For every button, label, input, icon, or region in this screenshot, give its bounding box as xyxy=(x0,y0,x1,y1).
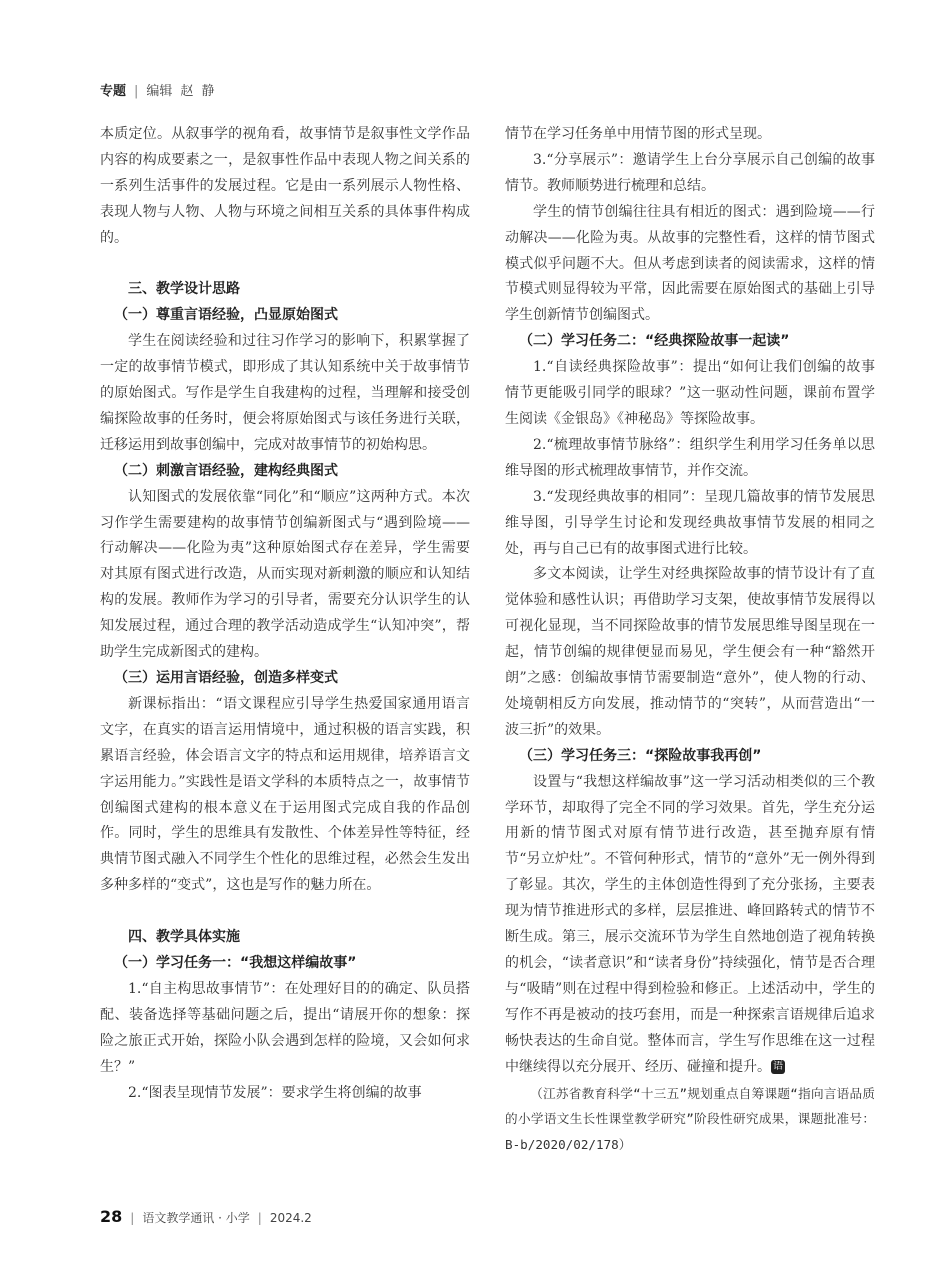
paragraph: 学生的情节创编往往具有相近的图式：遇到险境——行动解决——化险为夷。从故事的完整性看，这样的情节图式模式似乎问题不大。但从考虑到读者的阅读需求，这样的情节模式则显得较为平常，因此需要在原始图式的基础上引导学生创新情节创编图式。 xyxy=(505,203,875,324)
end-mark-icon: 语 xyxy=(773,1060,783,1072)
footer-divider: | xyxy=(130,1211,135,1225)
issue-number: 2024.2 xyxy=(269,1211,312,1225)
paragraph-continued: 本质定位。从叙事学的视角看，故事情节是叙事性文学作品内容的构成要素之一，是叙事性作品中表现人物之间关系的一系列生活事件的发展过程。它是由一系列展示人物性格、表现人物与人物、人物与环境之间相互关系的具体事件构成的。 xyxy=(100,126,470,246)
subheading-4-2: （二）学习任务二：“经典探险故事一起读” xyxy=(519,333,790,350)
spacer xyxy=(100,252,470,278)
subheading-3-1: （一）尊重言语经验，凸显原始图式 xyxy=(114,307,338,324)
editor-label: 编辑 xyxy=(146,84,173,99)
subheading-3-3: （三）运用言语经验，创造多样变式 xyxy=(114,670,338,687)
paragraph-text: 设置与“我想这样编故事”这一学习活动相类似的三个教学环节，却取得了完全不同的学习效果。首先，学生充分运用新的情节图式对原有情节进行改造，甚至抛弃原有情节“另立炉灶”。不管何种形式，情节的“意外”无一例外得到了彰显。其次，学生的主体创造性得到了充分张扬，主要表现为情节推进形式的多样，层层推进、峰回路转式的情节不断生成。第三，展示交流环节为学生自然地创造了视角转换的机会，“读者意识”和“读者身份”持续强化，情节是否合理与“吸睛”则在过程中得到检验和修正。上述活动中，学生的写作不再是被动的技巧套用，而是一种探索言语规律后追求畅快表达的生命自觉。整体而言，学生写作思维在这一过程中继续得以充分展开、经历、碰撞和提升。 xyxy=(505,773,875,1075)
paragraph: 3.“发现经典故事的相同”：呈现几篇故事的情节发展思维导图，引导学生讨论和发现经典故事情节发展的相同之处，再与自己已有的故事图式进行比较。 xyxy=(505,488,875,557)
paragraph: 新课标指出：“语文课程应引导学生热爱国家通用语言文字，在真实的语言运用情境中，通过积极的语言实践，积累语言经验，体会语言文字的特点和运用规律，培养语言文字运用能力。”实践性是语文学科的本质特点之一，故事情节创编图式建构的根本意义在于运用图式完成自我的作品创作。同时，学生的思维具有发散性、个体差异性等特征，经典情节图式融入不同学生个性化的思维过程，必然会生发出多种多样的“变式”，这也是写作的魅力所在。 xyxy=(100,695,470,894)
paragraph: 1.“自主构思故事情节”：在处理好目的的确定、队员搭配、装备选择等基础问题之后，提出“请展开你的想象：探险之旅正式开始，探险小队会遇到怎样的险境，又会如何求生？” xyxy=(100,980,470,1075)
spacer xyxy=(100,899,470,925)
editor-name-2: 静 xyxy=(201,84,215,99)
paragraph: 多文本阅读，让学生对经典探险故事的情节设计有了直觉体验和感性认识；再借助学习支架，使故事情节发展得以可视化显现，当不同探险故事的情节发展思维导图呈现在一起，情节创编的规律便显而易见，学生便会有一种“豁然开朗”之感：创编故事情节需要制造“意外”，使人物的行动、处境朝相反方向发展，推动情节的“突转”，从而营造出“一波三折”的效果。 xyxy=(505,566,875,738)
paragraph: 2.“图表呈现情节发展”：要求学生将创编的故事 xyxy=(128,1084,422,1101)
paragraph-continued: 情节在学习任务单中用情节图的形式呈现。 xyxy=(505,126,771,142)
header-divider: | xyxy=(134,84,139,99)
journal-name: 语文教学通讯 · 小学 xyxy=(142,1211,250,1225)
editor-line xyxy=(146,84,222,99)
subheading-3-2: （二）刺激言语经验，建构经典图式 xyxy=(114,462,338,479)
subheading-4-1: （一）学习任务一：“我想这样编故事” xyxy=(114,954,357,971)
paragraph: 2.“梳理故事情节脉络”：组织学生利用学习任务单以思维导图的形式梳理故事情节，并作交流。 xyxy=(505,436,875,479)
paragraph-final xyxy=(505,770,875,1081)
subheading-4-3: （三）学习任务三：“探险故事我再创” xyxy=(519,747,762,764)
paragraph: 1.“自读经典探险故事”：提出“如何让我们创编的故事情节更能吸引同学的眼球？”这一驱动性问题，课前布置学生阅读《金银岛》《神秘岛》等探险故事。 xyxy=(505,359,875,427)
left-column xyxy=(100,122,470,1106)
section-heading-3: 三、教学设计思路 xyxy=(128,281,240,298)
editor-name-1: 赵 xyxy=(180,84,194,99)
paragraph: 学生在阅读经验和过往习作学习的影响下，积累掌握了一定的故事情节模式，即形成了其认知系统中关于故事情节的原始图式。写作是学生自我建构的过程，当理解和接受创编探险故事的任务时，便会将原始图式与该任务进行关联，迁移运用到故事创编中，完成对故事情节的初始构思。 xyxy=(100,333,470,453)
page-number: 28 xyxy=(100,1207,123,1226)
page-header xyxy=(100,80,222,99)
footer-divider: | xyxy=(257,1211,262,1225)
section-heading-4: 四、教学具体实施 xyxy=(128,929,240,946)
right-column xyxy=(505,122,875,1157)
paragraph: 3.“分享展示”：邀请学生上台分享展示自己创编的故事情节。教师顺势进行梳理和总结。 xyxy=(505,151,875,194)
paragraph: 认知图式的发展依靠“同化”和“顺应”这两种方式。本次习作学生需要建构的故事情节创编新图式与“遇到险境——行动解决——化险为夷”这种原始图式存在差异，学生需要对其原有图式进行改造，从而实现对新刺激的顺应和认知结构的发展。教师作为学习的引导者，需要充分认识学生的认知发展过程，通过合理的教学活动造成学生“认知冲突”，帮助学生完成新图式的建构。 xyxy=(100,488,470,661)
funding-note: （江苏省教育科学“十三五”规划重点自筹课题“指向言语品质的小学语文生长性课堂教学研究”阶段性研究成果，课题批准号：B-b/2020/02/178） xyxy=(505,1085,875,1152)
page-footer xyxy=(100,1207,312,1226)
section-tag: 专题 xyxy=(100,84,127,99)
